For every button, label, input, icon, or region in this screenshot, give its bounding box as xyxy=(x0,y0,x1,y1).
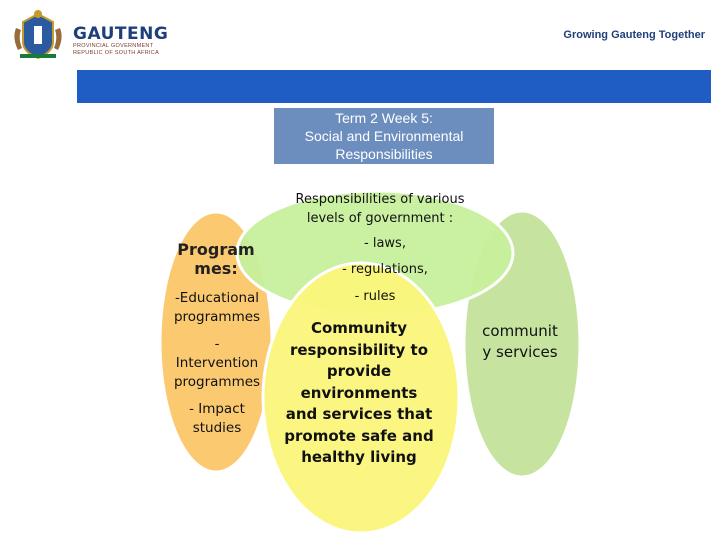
government-heading-line-1: Responsibilities of various xyxy=(295,192,465,207)
programmes-heading xyxy=(160,240,272,278)
community-line: healthy living xyxy=(301,448,417,466)
programmes-item-impact xyxy=(166,400,268,438)
government-item-laws: - laws, xyxy=(364,236,406,251)
programmes-item-educational xyxy=(166,289,268,327)
services-line-2: y services xyxy=(482,343,558,361)
government-item-rules: - rules xyxy=(354,289,396,304)
community-line: promote safe and xyxy=(284,426,434,445)
community-line: and services that xyxy=(285,405,433,423)
programmes-item-line: - Impact xyxy=(189,401,245,417)
programmes-item-line: - xyxy=(214,336,220,352)
programmes-heading-line-1: Program xyxy=(177,240,255,259)
government-item-regulations: - regulations, xyxy=(342,262,428,277)
title-line-1: Term 2 Week 5: xyxy=(335,110,433,126)
brand-subtitle: PROVINCIAL GOVERNMENT xyxy=(73,43,154,49)
government-heading xyxy=(265,190,495,228)
services-text xyxy=(470,321,570,363)
brand-subtitle-2: REPUBLIC OF SOUTH AFRICA xyxy=(73,50,160,56)
community-line: environments xyxy=(300,383,418,402)
programmes-item-line: Intervention xyxy=(175,355,259,371)
programmes-item-line: programmes xyxy=(173,309,261,325)
brand-name: GAUTENG xyxy=(73,24,169,44)
slogan: Growing Gauteng Together xyxy=(563,29,705,41)
community-line: provide xyxy=(326,362,392,380)
title-line-3: Responsibilities xyxy=(335,146,433,162)
community-line: responsibility to xyxy=(289,340,429,359)
programmes-heading-line-2: mes: xyxy=(194,259,238,278)
programmes-item-intervention xyxy=(166,335,268,392)
services-line-1: communit xyxy=(482,322,558,340)
programmes-item-line: programmes xyxy=(173,374,261,390)
government-heading-line-2: levels of government : xyxy=(306,211,454,226)
programmes-item-line: -Educational xyxy=(174,290,260,306)
title-line-2: Social and Environmental xyxy=(304,128,464,144)
programmes-item-line: studies xyxy=(192,420,242,436)
community-text xyxy=(281,318,437,469)
community-line: Community xyxy=(310,319,408,337)
